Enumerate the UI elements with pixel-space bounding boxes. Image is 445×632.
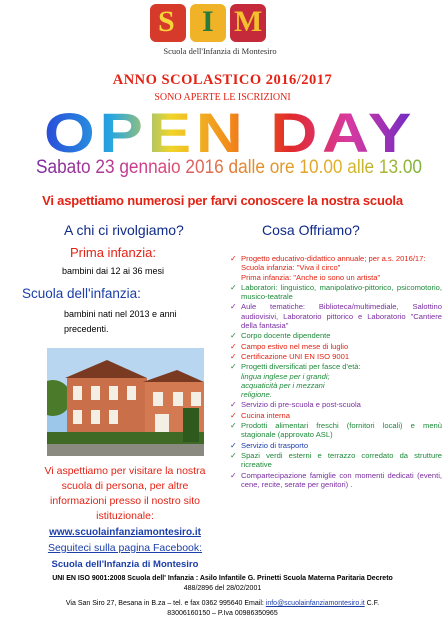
offer-item (230, 421, 442, 440)
offer-item-line: Prima infanzia: "Anche io sono un artista" (241, 272, 381, 282)
offer-item (230, 331, 442, 340)
offer-item (230, 471, 442, 490)
offer-item-line: lingua inglese per i grandi; (241, 371, 330, 381)
footer-cf-label: C.F. (364, 600, 380, 607)
website-link[interactable]: www.scuolainfanziamontesiro.it (49, 527, 201, 538)
invite-tagline: Vi aspettiamo numerosi per farvi conoscere la nostra scuola (42, 193, 403, 208)
logo-subtitle: Scuola dell'Infanzia di Montesiro (163, 46, 277, 56)
visit-text (0, 464, 250, 524)
offer-item-line: Laboratori: linguistico, manipolativo-pittorico, psicomotorio, musico-teatrale (241, 282, 442, 302)
offer-item-line: religione. (241, 390, 272, 400)
scuola-infanzia-text-2: precedenti. (64, 324, 109, 334)
offer-item (230, 441, 442, 450)
registrations-open: SONO APERTE LE ISCRIZIONI (154, 92, 291, 103)
offer-item (230, 302, 442, 330)
visit-line-4: istituzionale: (96, 510, 154, 522)
footer-line-1: UNI EN ISO 9001:2008 Scuola dell' Infanzia : Asilo Infantile G. Prinetti Scuola Materna Paritaria Decreto (52, 575, 393, 582)
check-icon: ✓ (230, 254, 237, 263)
footer-line-2: 488/2896 del 28/02/2001 (183, 585, 262, 592)
offer-item-line: Cucina interna (241, 410, 290, 420)
offer-item (230, 362, 442, 399)
footer-line-3 (0, 599, 445, 609)
offer-item (230, 352, 442, 361)
offer-item-line: Servizio di pre-scuola e post-scuola (241, 400, 361, 410)
event-date (34, 153, 424, 179)
offer-item-line: Campo estivo nel mese di luglio (241, 341, 349, 351)
visit-line-2: scuola di persona, per altre (61, 480, 189, 492)
logo-letter-i: I (202, 5, 214, 38)
offer-item-line: Prodotti alimentari freschi (fornitori locali) e menù stagionale (approvato ASL) (241, 421, 442, 440)
offer-item-line: Servizio di trasporto (241, 440, 309, 450)
visit-line-3: informazioni presso il nostro sito (50, 495, 200, 507)
open-day-text: OPEN DAY (44, 104, 417, 160)
prima-infanzia-text: bambini dai 12 ai 36 mesi (62, 266, 165, 276)
footer (0, 574, 445, 619)
check-icon: ✓ (230, 470, 237, 480)
offer-item-line: acquaticità per i mezzani (241, 380, 325, 390)
check-icon: ✓ (230, 410, 237, 420)
check-icon: ✓ (230, 302, 237, 312)
offer-item (230, 411, 442, 420)
facebook-label: Seguiteci sulla pagina Facebook: (47, 542, 203, 554)
check-icon: ✓ (230, 341, 237, 351)
offer-item (230, 451, 442, 470)
facebook-page-link[interactable]: Scuola dell'Infanzia di Montesiro (51, 559, 199, 570)
left-heading: A chi ci rivolgiamo? (64, 222, 184, 238)
offer-item-line: Progetti diversificati per fasce d'età: (241, 362, 361, 372)
offer-item (230, 400, 442, 409)
offer-item (230, 283, 442, 302)
scuola-infanzia-title: Scuola dell'infanzia: (22, 286, 141, 301)
logo-letter-m: M (234, 5, 263, 38)
offer-item-line: Corpo docente dipendente (241, 331, 331, 341)
school-logo (150, 4, 266, 46)
check-icon: ✓ (230, 450, 237, 460)
check-icon: ✓ (230, 351, 237, 361)
prima-infanzia-title: Prima infanzia: (70, 245, 156, 260)
offer-item-line: Scuola infanzia: "Viva il circo" (241, 263, 341, 273)
logo-letter-s: S (158, 5, 175, 38)
check-icon: ✓ (230, 362, 237, 372)
check-icon: ✓ (230, 331, 237, 341)
right-heading: Cosa Offriamo? (262, 222, 360, 238)
check-icon: ✓ (230, 421, 237, 431)
footer-email-link[interactable]: info@scuolainfanziamontesiro.it (265, 600, 365, 607)
check-icon: ✓ (230, 400, 237, 410)
offer-item (230, 342, 442, 351)
offer-item (230, 254, 442, 282)
offer-item-line: Aule tematiche: Biblioteca/multimediale, Salottino audiovisivi, Laboratorio pittorico e Laboratorio "Cantiere della fantasia" (241, 302, 442, 331)
offer-item-line: Certificazione UNI EN ISO 9001 (241, 351, 350, 361)
offer-item-line: Compartecipazione famiglie con momenti dedicati (eventi, cene, recite, serate per genitori) . (241, 470, 442, 489)
offer-item-line: Progetto educativo-didattico annuale; per a.s. 2016/17: (241, 254, 426, 263)
footer-line-4: 83006160150 – P.Iva 00986350965 (167, 610, 278, 617)
check-icon: ✓ (230, 282, 237, 292)
school-year-title: ANNO SCOLASTICO 2016/2017 (112, 72, 333, 88)
visit-line-1: Vi aspettiamo per visitare la nostra (44, 465, 206, 477)
check-icon: ✓ (230, 440, 237, 450)
school-building-photo (47, 348, 204, 456)
event-date-text: Sabato 23 gennaio 2016 dalle ore 10.00 alle 13.00 (36, 157, 422, 178)
offer-item-line: Spazi verdi esterni e terrazzo corredato da strutture ricreative (241, 450, 442, 470)
scuola-infanzia-text-1: bambini nati nel 2013 e anni (64, 309, 177, 319)
offer-list (230, 254, 442, 490)
footer-address: Via San Siro 27, Besana in B.za – tel. e fax 0362 995640 Email: (65, 600, 266, 607)
open-day-title (40, 104, 420, 160)
